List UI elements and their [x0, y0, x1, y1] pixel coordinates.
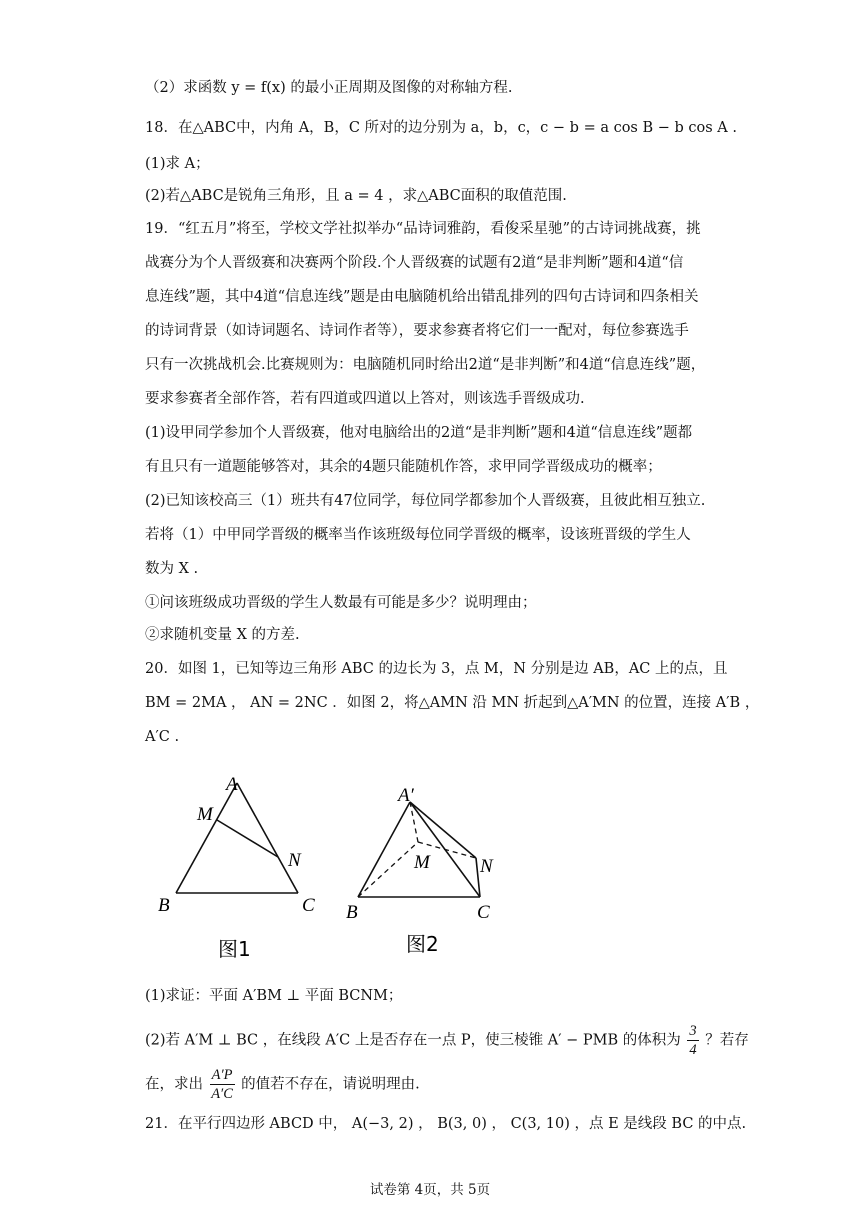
question-20-part-2-text-c: 在，求出: [145, 1076, 203, 1093]
question-19-line-6: 要求参赛者全部作答，若有四道或四道以上答对，则该选手晋级成功.: [145, 391, 585, 407]
label-n: N: [480, 856, 493, 877]
figure-1: [150, 770, 330, 965]
question-19-subpart-1: ①问该班级成功晋级的学生人数最有可能是多少？说明理由；: [145, 595, 537, 611]
edge-mn: [217, 820, 278, 857]
question-19-line-5: 只有一次挑战机会.比赛规则为：电脑随机同时给出2道“是非判断”和4道“信息连线”题，: [145, 357, 706, 373]
figure-1-caption: 图1: [218, 937, 251, 961]
label-c: C: [477, 902, 490, 923]
label-b: B: [158, 895, 170, 916]
question-18-part-1: (1)求 A；: [145, 156, 210, 172]
label-n: N: [288, 850, 301, 871]
question-20-part-2-line-1: [145, 1022, 749, 1059]
question-19-subpart-2: ②求随机变量 X 的方差.: [145, 627, 300, 643]
question-19-part-1-line-1: (1)设甲同学参加个人晋级赛，他对电脑给出的2道“是非判断”题和4道“信息连线”题都: [145, 425, 693, 441]
question-20-line-2: BM = 2MA ， AN = 2NC ．如图 2，将△AMN 沿 MN 折起到△A′MN 的位置，连接 A′B ，: [145, 695, 760, 711]
figure-2: [340, 770, 510, 965]
page-footer: 试卷第 4页，共 5页: [369, 1182, 491, 1198]
question-18-stem: 18．在△ABC中，内角 A，B，C 所对的边分别为 a，b，c，c − b = a cos B − b cos A .: [145, 120, 737, 136]
question-20-line-1: 20．如图 1，已知等边三角形 ABC 的边长为 3，点 M，N 分别是边 AB，AC 上的点，且: [145, 661, 728, 677]
question-19-part-1-line-2: 有且只有一道题能够答对，其余的4题只能随机作答，求甲同学晋级成功的概率；: [145, 459, 662, 475]
edge-a-n: [410, 802, 476, 858]
question-19-line-1: 19．“红五月”将至，学校文学社拟举办“品诗词雅韵，看俊采星驰”的古诗词挑战赛，挑: [145, 221, 701, 237]
fraction-ratio: [210, 1066, 235, 1103]
fraction-volume-denominator: 4: [689, 1042, 697, 1058]
fraction-volume: [687, 1022, 698, 1059]
question-20-line-3: A′C .: [145, 729, 180, 745]
question-19-part-2-line-1: (2)已知该校高三（1）班共有47位同学，每位同学都参加个人晋级赛，且彼此相互独立.: [145, 493, 706, 509]
label-b: B: [346, 902, 358, 923]
label-a-prime: A′: [398, 785, 414, 806]
question-17-part-2: （2）求函数 y = f(x) 的最小正周期及图像的对称轴方程.: [145, 80, 513, 96]
label-c: C: [302, 895, 315, 916]
label-m: M: [197, 804, 213, 825]
question-19-line-2: 战赛分为个人晋级赛和决赛两个阶段.个人晋级赛的试题有2道“是非判断”题和4道“信: [145, 255, 684, 271]
question-20-part-2-text-b: ？若存: [705, 1032, 749, 1049]
edge-a-b: [358, 802, 410, 897]
edge-ab: [176, 783, 237, 893]
fraction-volume-numerator: 3: [689, 1023, 697, 1039]
question-20-part-2-line-2: [145, 1066, 420, 1103]
question-20-part-2-text-a: (2)若 A′M ⊥ BC ，在线段 A′C 上是否存在一点 P，使三棱锥 A′ − PMB 的体积为: [145, 1032, 681, 1049]
question-21-stem: 21．在平行四边形 ABCD 中， A(−3, 2) ， B(3, 0) ， C(3, 10) ，点 E 是线段 BC 的中点.: [145, 1116, 747, 1132]
edge-b-m-dashed: [358, 842, 418, 897]
figure-2-caption: 图2: [406, 932, 439, 956]
question-18-part-2: (2)若△ABC是锐角三角形，且 a = 4 ，求△ABC面积的取值范围.: [145, 188, 567, 204]
question-19-line-3: 息连线”题，其中4道“信息连线”题是由电脑随机给出错乱排列的四句古诗词和四条相关: [145, 289, 699, 305]
question-20-part-2-text-d: 的值若不存在，请说明理由.: [241, 1076, 420, 1093]
question-19-line-4: 的诗词背景（如诗词题名、诗词作者等），要求参赛者将它们一一配对，每位参赛选手: [145, 323, 689, 339]
question-19-part-2-line-3: 数为 X .: [145, 561, 199, 577]
question-20-part-1: (1)求证：平面 A′BM ⊥ 平面 BCNM；: [145, 988, 403, 1004]
question-19-part-2-line-2: 若将（1）中甲同学晋级的概率当作该班级每位同学晋级的概率，设该班晋级的学生人: [145, 527, 691, 543]
label-m: M: [414, 852, 430, 873]
label-a: A: [226, 774, 238, 795]
fraction-ratio-denominator: A′C: [211, 1086, 233, 1102]
fraction-ratio-numerator: A′P: [211, 1067, 233, 1083]
